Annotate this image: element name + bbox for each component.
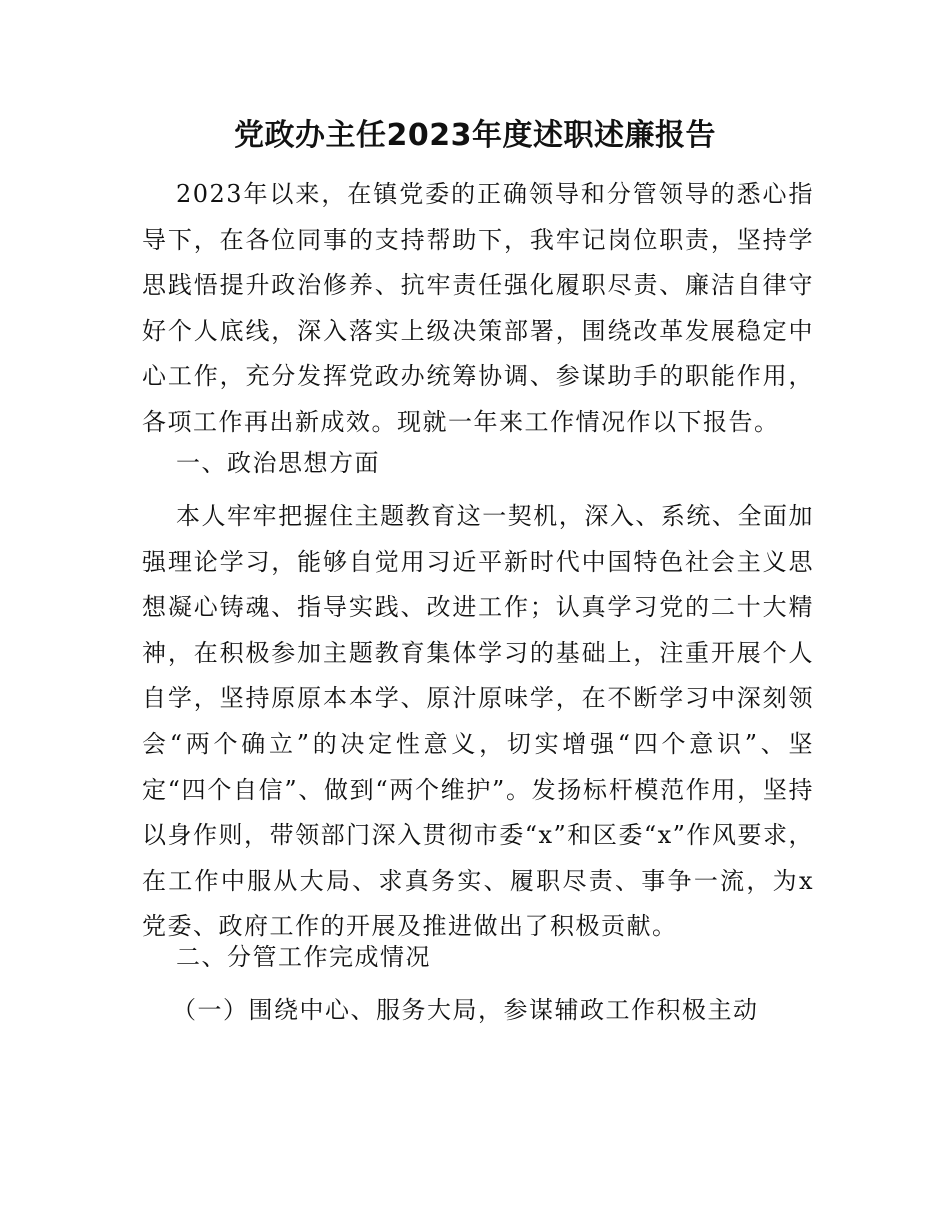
section-heading-work-completion: 二、分管工作完成情况 (176, 943, 431, 971)
intro-paragraph: 2023年以来，在镇党委的正确领导和分管领导的悉心指导下，在各位同事的支持帮助下，我牢记岗位职责，坚持学思践悟提升政治修养、抗牢责任强化履职尽责、廉洁自律守好个人底线，深入落实上级决策部署，围绕改革发展稳定中心工作，充分发挥党政办统筹协调、参谋助手的职能作用，各项工作再出新成效。现就一年来工作情况作以下报告。 (142, 180, 814, 436)
document-title: 党政办主任2023年度述职述廉报告 (234, 118, 716, 153)
subsection-heading-1: （一）围绕中心、服务大局，参谋辅政工作积极主动 (172, 996, 759, 1024)
political-thought-paragraph: 本人牢牢把握住主题教育这一契机，深入、系统、全面加强理论学习，能够自觉用习近平新时代中国特色社会主义思想凝心铸魂、指导实践、改进工作；认真学习党的二十大精神，在积极参加主题教育集体学习的基础上，注重开展个人自学，坚持原原本本学、原汁原味学，在不断学习中深刻领会“两个确立”的决定性意义，切实增强“四个意识”、坚定“四个自信”、做到“两个维护”。发扬标杆模范作用，坚持以身作则，带领部门深入贯彻市委“x”和区委“x”作风要求，在工作中服从大局、求真务实、履职尽责、事争一流，为x党委、政府工作的开展及推进做出了积极贡献。 (142, 502, 814, 941)
section-heading-political-thought: 一、政治思想方面 (176, 449, 380, 477)
